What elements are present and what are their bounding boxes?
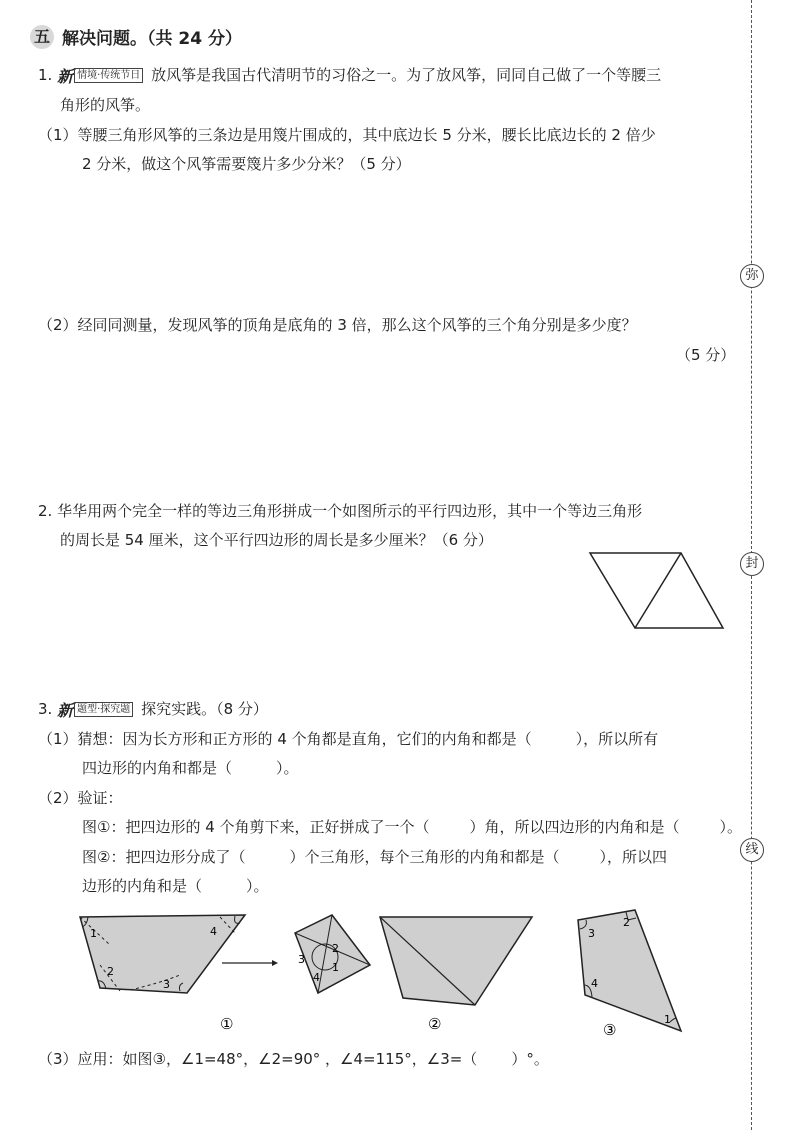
q3-fig2-text-b: ）个三角形，每个三角形的内角和都是（	[289, 848, 560, 866]
q3-fig2-line2	[82, 875, 269, 896]
q3-title-line	[38, 698, 268, 721]
q3-part1-text-b: ），所以所有	[575, 730, 659, 748]
figure-1-caption: ①	[220, 1015, 234, 1033]
fig1-label-1: 1	[90, 927, 97, 940]
fig1r-label-1: 1	[332, 961, 339, 974]
q2-number: 2.	[38, 502, 53, 520]
q3-number: 3.	[38, 700, 53, 718]
fig1r-label-2: 2	[332, 942, 339, 955]
fig3-label-2: 2	[623, 916, 630, 929]
q3-part1-line2	[82, 757, 299, 778]
q3-part1-line1	[38, 728, 658, 749]
q1-tag-text: 情境·传统节日	[74, 68, 143, 83]
fig1-label-4: 4	[210, 925, 217, 938]
q3-part3-text-b: ）°。	[511, 1050, 549, 1068]
fig1r-label-4: 4	[313, 971, 320, 984]
figure-2-quadrilateral	[380, 917, 532, 1005]
q3-fig2-text-d: 边形的内角和是（	[82, 877, 203, 895]
q3-figures	[70, 905, 710, 1045]
q1-part1-line2: 2 分米，做这个风筝需要篾片多少分米？（5 分）	[82, 155, 411, 173]
q3-fig1-line	[82, 816, 742, 837]
fig3-label-4: 4	[591, 977, 598, 990]
fig1-label-3: 3	[163, 978, 170, 991]
q3-fig2-text-a: 图②：把四边形分成了（	[82, 848, 246, 866]
q3-title: 探究实践。（8 分）	[141, 700, 268, 718]
seal-mark-1: 弥	[740, 264, 764, 288]
q3-tag-text: 题型·探究题	[74, 702, 133, 717]
q3-part3-text-a: （3）应用：如图③，∠1=48°，∠2=90° ，∠4=115°，∠3=（	[38, 1050, 478, 1068]
figure-1-quadrilateral	[80, 915, 245, 993]
q3-fig2-line1	[82, 846, 667, 867]
q1-line2: 角形的风筝。	[60, 96, 151, 114]
seal-mark-3: 线	[740, 838, 764, 862]
q3-part1-text-c: 四边形的内角和都是（	[82, 759, 233, 777]
q3-part1-text-a: （1）猜想：因为长方形和正方形的 4 个角都是直角，它们的内角和都是（	[38, 730, 532, 748]
q3-part2-label: （2）验证：	[38, 789, 123, 807]
q1-line1	[38, 64, 661, 87]
q2-text-1: 华华用两个完全一样的等边三角形拼成一个如图所示的平行四边形，其中一个等边三角形	[57, 502, 643, 520]
q3-fig1-text-a: 图①：把四边形的 4 个角剪下来，正好拼成了一个（	[82, 818, 430, 836]
q1-part2-line1: （2）经同同测量，发现风筝的顶角是底角的 3 倍，那么这个风筝的三个角分别是多少度？	[38, 316, 637, 334]
parallelogram-figure	[585, 548, 730, 634]
q2-line2: 的周长是 54 厘米，这个平行四边形的周长是多少厘米？（6 分）	[60, 531, 493, 549]
figure-1-rearranged-angles	[295, 915, 370, 993]
fig1r-label-3: 3	[298, 953, 305, 966]
q1-part2-score: （5 分）	[676, 346, 736, 364]
parallelogram-outline	[590, 553, 723, 628]
q1-number: 1.	[38, 66, 53, 84]
arrow-icon	[222, 960, 278, 966]
q1-tag	[57, 64, 143, 87]
q2-line1	[38, 500, 642, 521]
q3-part3-line	[38, 1048, 549, 1069]
fig3-label-1: 1	[664, 1013, 671, 1026]
fig3-label-3: 3	[588, 927, 595, 940]
q3-fig2-text-c: ），所以四	[599, 848, 667, 866]
fig1-label-2: 2	[107, 965, 114, 978]
section-title	[30, 24, 242, 49]
q1-tag-new: 新	[57, 67, 74, 86]
q3-fig2-text-e: ）。	[246, 877, 269, 895]
seal-mark-2: 封	[740, 552, 764, 576]
figure-3-quadrilateral	[578, 910, 681, 1031]
section-number: 五	[30, 25, 54, 49]
q1-part1-line1: （1）等腰三角形风筝的三条边是用篾片围成的，其中底边长 5 分米，腰长比底边长的 2 倍少	[38, 126, 656, 144]
figure-3-caption: ③	[603, 1021, 617, 1039]
q3-fig1-text-b: ）角，所以四边形的内角和是（	[469, 818, 680, 836]
section-title-text: 解决问题。（共 24 分）	[62, 29, 242, 49]
q3-part1-text-d: ）。	[276, 759, 299, 777]
figure-2-caption: ②	[428, 1015, 442, 1033]
q3-tag	[57, 698, 133, 721]
q3-fig1-text-c: ）。	[719, 818, 743, 836]
q3-tag-new: 新	[57, 701, 74, 720]
q1-text-1: 放风筝是我国古代清明节的习俗之一。为了放风筝，同同自己做了一个等腰三	[151, 66, 662, 84]
parallelogram-divider	[635, 553, 681, 628]
